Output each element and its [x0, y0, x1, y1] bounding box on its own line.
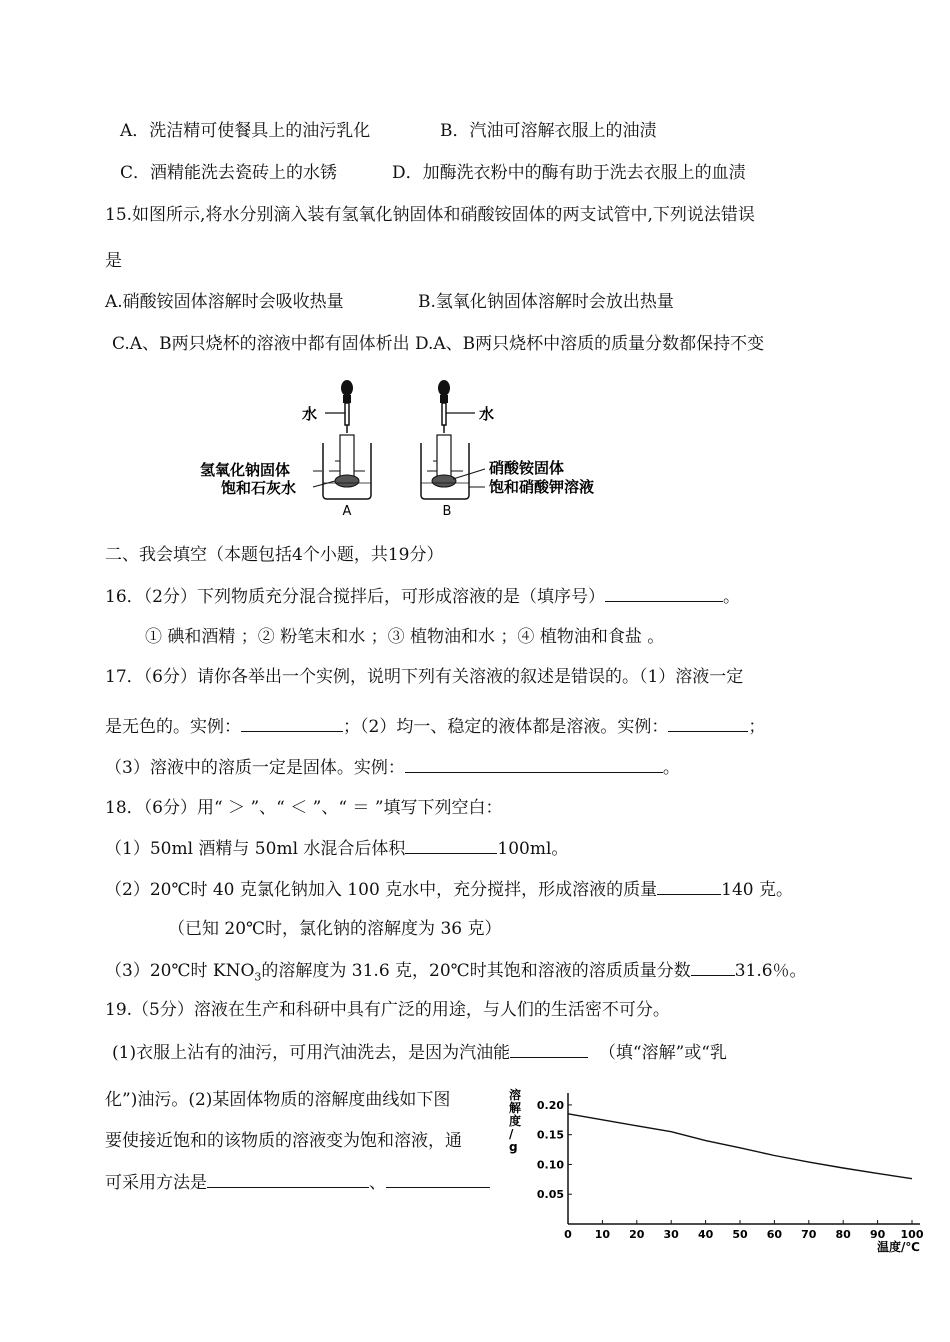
caption-b: B — [442, 504, 452, 519]
q19-part1-text: (1)衣服上沾有的油污，可用汽油洗去，是因为汽油能 — [112, 1043, 511, 1063]
q18-item-3-text: （3）20℃时 KNO — [105, 961, 255, 981]
q17-answer-2-blank[interactable] — [668, 715, 748, 732]
chart-x-axis-label: 温度/℃ — [877, 1240, 920, 1254]
q16-options: ① 碘和酒精 ；② 粉笔末和水 ；③ 植物油和水 ；④ 植物油和食盐 。 — [145, 627, 665, 647]
q14-option-a: A．洗洁精可使餐具上的油污乳化 — [120, 121, 371, 141]
q18-item-2-text: （2）20℃时 40 克氯化钠加入 100 克水中，充分搅拌，形成溶液的质量 — [105, 880, 658, 900]
label-a-solution: 饱和石灰水 — [221, 479, 297, 497]
q17-part1-label: 是无色的。实例： — [105, 717, 241, 737]
q18-answer-2-blank[interactable] — [657, 878, 721, 895]
q18-item-3-text-cont: 的溶解度为 31.6 克，20℃时其饱和溶液的溶质质量分数 — [261, 961, 691, 981]
y-tick-label: 0.05 — [536, 1188, 564, 1202]
y-tick-label: 0.15 — [536, 1128, 564, 1142]
q19-part1-end: （填“溶解”或“乳 — [598, 1043, 727, 1063]
q16-stem-text: 16．（2分）下列物质充分混合搅拌后，可形成溶液的是（填序号） — [105, 587, 605, 607]
q19-answer-1-blank[interactable] — [510, 1041, 588, 1058]
q18-item-1 — [105, 837, 568, 860]
q18-item-1-end: 100ml。 — [497, 839, 569, 859]
q16-stem-end: 。 — [722, 587, 740, 607]
x-tick-label: 30 — [663, 1228, 679, 1241]
q19-line-2: 化”)油污。(2)某固体物质的溶解度曲线如下图 — [105, 1090, 451, 1110]
solubility-chart — [505, 1085, 935, 1255]
x-tick-label: 10 — [594, 1228, 611, 1241]
q15-option-a: A.硝酸铵固体溶解时会吸收热量 — [105, 292, 344, 312]
q19-answer-3-blank[interactable] — [386, 1171, 490, 1188]
x-tick-label: 70 — [801, 1228, 817, 1241]
q17-part3-end: 。 — [662, 758, 680, 778]
q18-item-2-end: 140 克。 — [721, 880, 794, 900]
y-label-char: g — [509, 1140, 518, 1154]
q16-stem — [105, 585, 740, 608]
dropper-b-icon — [438, 380, 450, 433]
q18-item-3-end: 31.6％。 — [734, 961, 807, 981]
dropper-a-icon — [341, 380, 353, 433]
beaker-b-icon — [421, 435, 469, 499]
q17-part2-label: ；（2）均一、稳定的液体都是溶液。实例： — [343, 717, 669, 737]
x-tick-label: 0 — [564, 1228, 572, 1241]
y-label-char: / — [509, 1127, 514, 1141]
q18-answer-1-blank[interactable] — [405, 837, 497, 854]
q19-stem: 19.（5分）溶液在生产和科研中具有广泛的用途，与人们的生活密不可分。 — [105, 1000, 670, 1020]
q14-option-d: D．加酶洗衣粉中的酶有助于洗去衣服上的血渍 — [392, 163, 746, 183]
beaker-a-icon — [323, 435, 371, 499]
x-tick-label: 50 — [732, 1228, 748, 1241]
q15-option-cd: C.A、B两只烧杯的溶液中都有固体析出 D.A、B两只烧杯中溶质的质量分数都保持不变 — [112, 334, 765, 354]
solubility-curve — [568, 1114, 912, 1179]
water-label-b: 水 — [479, 405, 495, 423]
label-a-solid: 氢氧化钠固体 — [200, 461, 291, 479]
chart-axes — [568, 1093, 920, 1224]
q15-stem-cont: 是 — [105, 251, 122, 271]
x-tick-label: 100 — [900, 1228, 924, 1241]
q19-part2-label: 可采用方法是 — [105, 1173, 207, 1193]
caption-a: A — [342, 504, 352, 519]
chart-y-axis-label — [509, 1087, 521, 1154]
section-2-heading: 二、我会填空（本题包括4个小题，共19分） — [105, 545, 444, 565]
q14-option-b: B．汽油可溶解衣服上的油渍 — [440, 121, 657, 141]
water-label-a: 水 — [302, 405, 318, 423]
y-tick-label: 0.10 — [536, 1158, 564, 1172]
chart-series-group — [568, 1114, 912, 1179]
q18-note: （已知 20℃时，氯化钠的溶解度为 36 克） — [168, 919, 502, 939]
q17-line-3 — [105, 756, 680, 779]
y-tick-label: 0.20 — [536, 1098, 564, 1112]
q19-line-1 — [112, 1041, 727, 1064]
x-tick-label: 20 — [629, 1228, 645, 1241]
y-label-char: 解 — [509, 1101, 522, 1115]
q19-answer-2-blank[interactable] — [207, 1171, 369, 1188]
q14-option-c: C．酒精能洗去瓷砖上的水锈 — [120, 163, 338, 183]
chart-tick-labels — [537, 1099, 924, 1241]
q19-line-3: 要使接近饱和的该物质的溶液变为饱和溶液，通 — [105, 1131, 462, 1151]
q18-stem: 18．（6分）用“ ＞ ”、“ ＜ ”、“ ＝ ”填写下列空白： — [105, 798, 503, 818]
label-b-solution: 饱和硝酸钾溶液 — [489, 478, 595, 496]
beaker-figure — [195, 375, 635, 525]
q19-part2-sep: 、 — [369, 1173, 386, 1193]
q18-item-1-text: （1）50ml 酒精与 50ml 水混合后体积 — [105, 839, 406, 859]
q17-part2-end: ； — [748, 717, 766, 737]
label-b-solid: 硝酸铵固体 — [489, 459, 565, 477]
x-tick-label: 90 — [869, 1228, 886, 1241]
q19-line-4 — [105, 1171, 490, 1194]
y-label-char: 溶 — [509, 1088, 522, 1102]
q17-answer-3-blank[interactable] — [405, 756, 663, 773]
q17-stem: 17．（6分）请你各举出一个实例，说明下列有关溶液的叙述是错误的。（1）溶液一定 — [105, 667, 744, 687]
q18-item-2 — [105, 878, 793, 901]
q18-answer-3-blank[interactable] — [691, 959, 735, 976]
q15-stem: 15.如图所示,将水分别滴入装有氢氧化钠固体和硝酸铵固体的两支试管中,下列说法错误 — [105, 205, 755, 225]
x-tick-label: 80 — [835, 1228, 851, 1241]
x-tick-label: 60 — [766, 1228, 783, 1241]
q17-part3-label: （3）溶液中的溶质一定是固体。实例： — [105, 758, 405, 778]
q18-item-3 — [105, 959, 807, 988]
q17-line-2 — [105, 715, 765, 738]
q18-item-3-subscript: 3 — [254, 970, 262, 984]
x-tick-label: 40 — [697, 1228, 714, 1241]
y-label-char: 度 — [509, 1114, 522, 1128]
q15-option-b: B.氢氧化钠固体溶解时会放出热量 — [418, 292, 674, 312]
q17-answer-1-blank[interactable] — [241, 715, 343, 732]
q16-answer-blank[interactable] — [605, 585, 723, 602]
